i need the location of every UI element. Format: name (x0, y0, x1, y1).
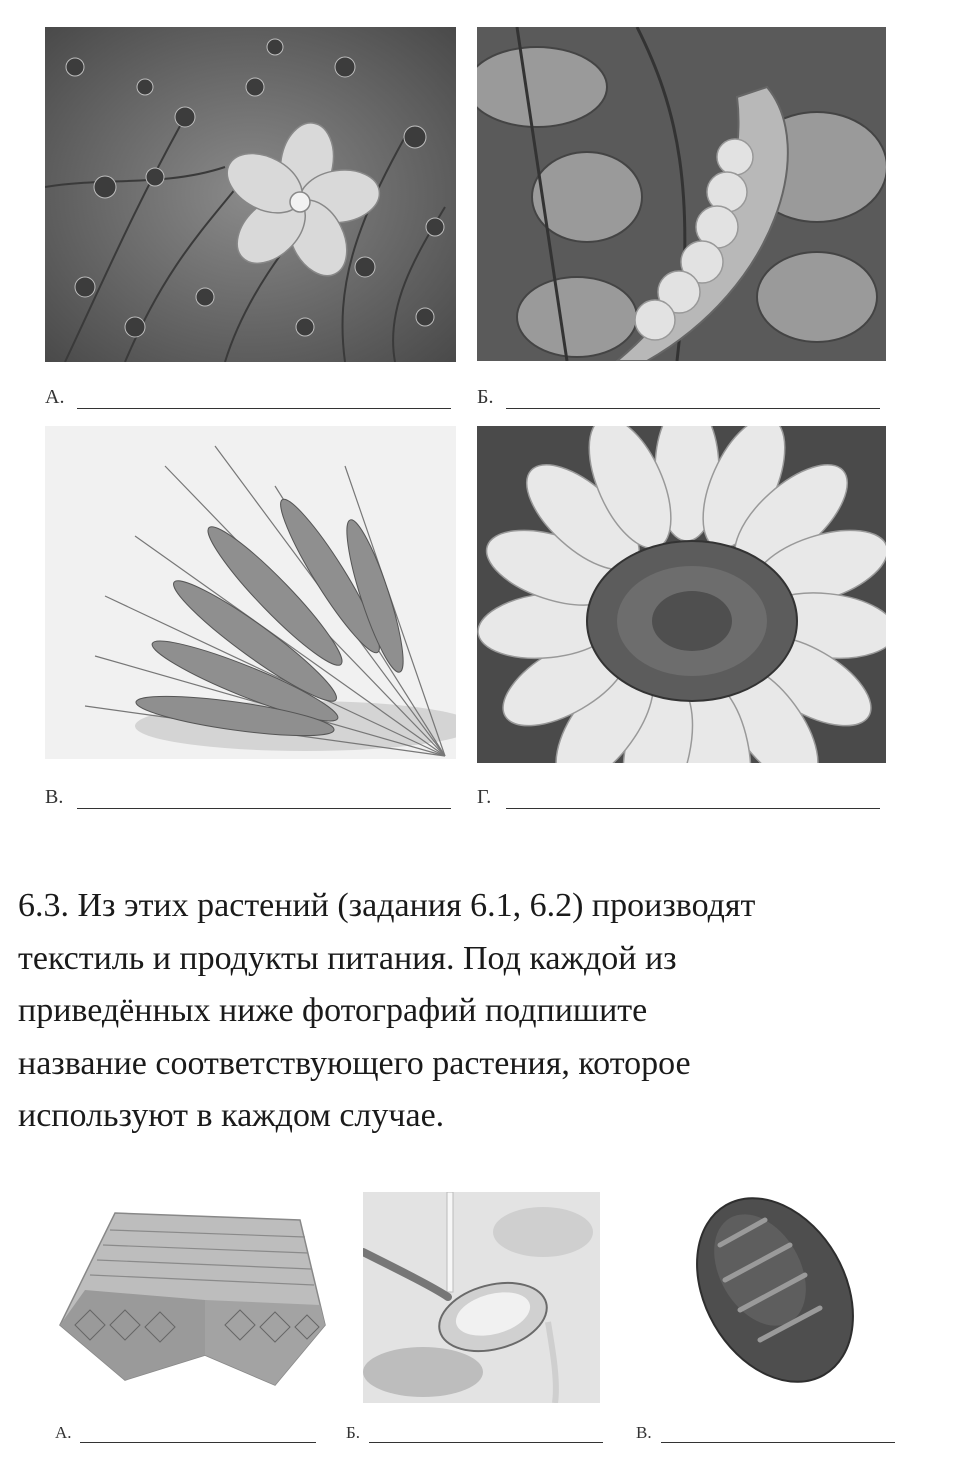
photo-pea (477, 27, 886, 361)
answer-line-v-bottom[interactable] (661, 1442, 895, 1443)
label-b-top: Б. (477, 386, 494, 408)
task-line-5: используют в каждом случае. (18, 1097, 445, 1134)
answer-line-a-bottom[interactable] (80, 1442, 316, 1443)
answer-line-v-top[interactable] (77, 808, 451, 809)
photo-flax (45, 27, 456, 362)
label-a-top: А. (45, 386, 65, 408)
label-v-top: В. (45, 786, 64, 808)
task-text (18, 880, 918, 1143)
task-line-2: текстиль и продукты питания. Под каждой из (18, 939, 677, 977)
photo-wheat (45, 426, 456, 759)
label-v-bottom: В. (636, 1423, 652, 1442)
label-a-bottom: А. (55, 1423, 72, 1442)
answer-line-a-top[interactable] (77, 408, 451, 409)
photo-oil-spoon (363, 1192, 600, 1403)
task-line-4: название соответствующего растения, которое (18, 1044, 691, 1082)
answer-line-b-top[interactable] (506, 408, 880, 409)
photo-sunflower (477, 426, 886, 763)
task-line-1: 6.3. Из этих растений (задания 6.1, 6.2) производят (18, 887, 756, 924)
photo-linen-towel (55, 1205, 330, 1390)
answer-line-b-bottom[interactable] (369, 1442, 603, 1443)
photo-bread (680, 1190, 870, 1390)
task-line-3: приведённых ниже фотографий подпишите (18, 992, 648, 1029)
label-g-top: Г. (477, 786, 492, 808)
answer-line-g-top[interactable] (506, 808, 880, 809)
label-b-bottom: Б. (346, 1423, 361, 1442)
